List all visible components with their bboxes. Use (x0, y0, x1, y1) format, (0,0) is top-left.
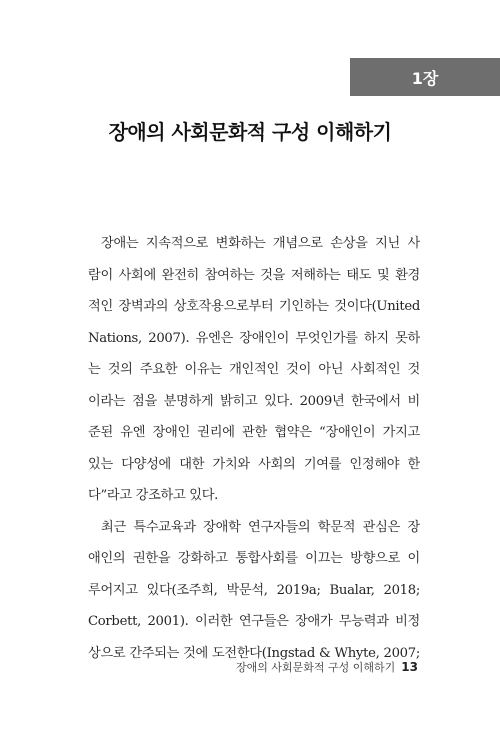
text-line: 최근 특수교육과 장애학 연구자들의 학문적 관심은 장 (101, 519, 420, 535)
running-title: 장애의 사회문화적 구성 이해하기 (236, 661, 396, 674)
text-line: 적인 장벽과의 상호작용으로부터 기인하는 것이다(United (88, 299, 420, 314)
text-line: Corbett, 2001). 이러한 연구들은 장애가 무능력과 비정 (88, 614, 420, 629)
chapter-label: 1장 (411, 68, 439, 88)
text-line: 루어지고 있다(조주희, 박문석, 2019a; Bualar, 2018; (88, 582, 420, 598)
text-line: 준된 유엔 장애인 권리에 관한 협약은 “장애인이 가지고 (88, 425, 420, 440)
text-line: 다”라고 강조하고 있다. (88, 488, 219, 503)
body-text (88, 228, 420, 669)
chapter-tab (350, 58, 500, 96)
text-line: 장애는 지속적으로 변화하는 개념으로 손상을 지닌 사 (101, 236, 420, 251)
text-line: 애인의 권한을 강화하고 통합사회를 이끄는 방향으로 이 (88, 551, 420, 566)
page-title: 장애의 사회문화적 구성 이해하기 (108, 120, 392, 144)
text-line: 이라는 점을 분명하게 밝히고 있다. 2009년 한국에서 비 (88, 393, 420, 409)
page-footer (236, 659, 418, 675)
text-line: 는 것의 주요한 이유는 개인적인 것이 아닌 사회적인 것 (88, 362, 420, 377)
text-line: 람이 사회에 완전히 참여하는 것을 저해하는 태도 및 환경 (88, 267, 420, 283)
page-number: 13 (401, 660, 418, 674)
text-line: 상으로 간주되는 것에 도전한다(Ingstad & Whyte, 2007; (88, 645, 420, 661)
text-line: 있는 다양성에 대한 가치와 사회의 기여를 인정해야 한 (88, 456, 420, 472)
text-line: Nations, 2007). 유엔은 장애인이 무엇인가를 하지 못하 (88, 330, 420, 346)
